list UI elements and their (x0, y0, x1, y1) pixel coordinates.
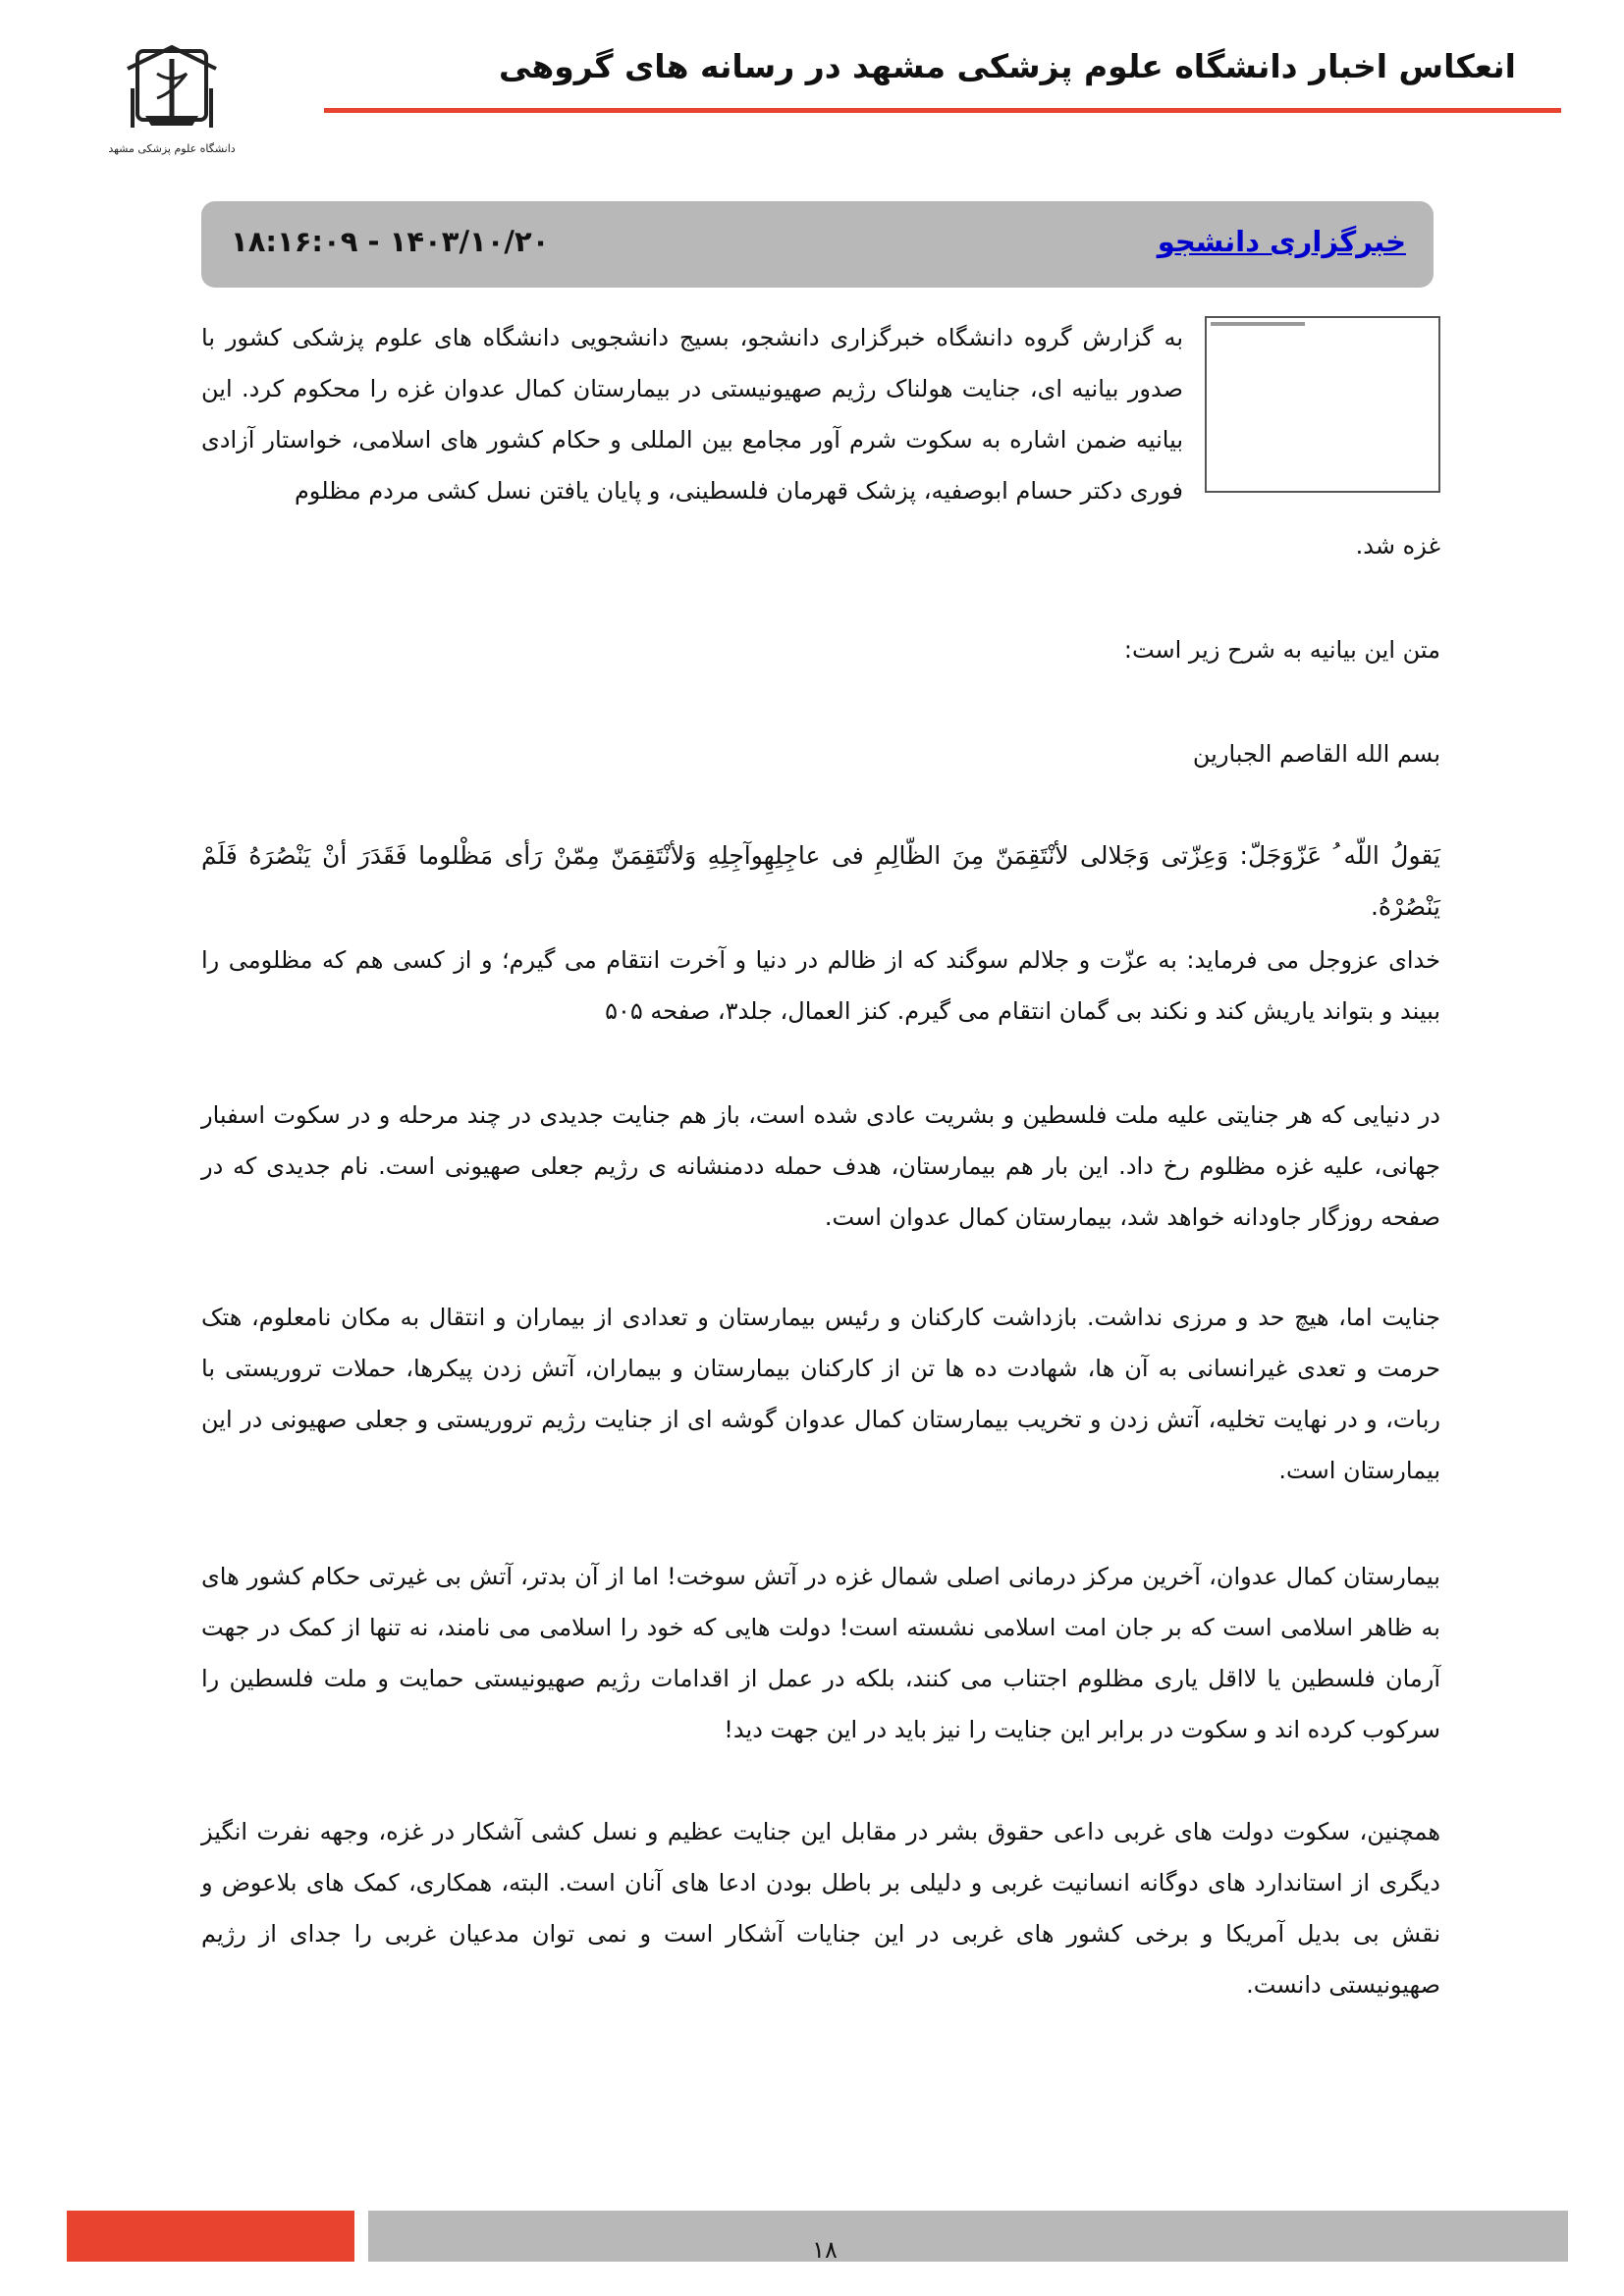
header-rule (324, 108, 1561, 113)
article-intro: به گزارش گروه دانشگاه خبرگزاری دانشجو، بسیج دانشجویی دانشگاه های علوم پزشکی کشور با صدور بیانیه ای، جنایت هولناک رژیم صهیونیستی در بیمارستان کمال عدوان غزه را محکوم کرد. این بیانیه ضمن اشاره به سکوت شرم آور مجامع بین المللی و حکام کشور های اسلامی، خواستار آزادی فوری دکتر حسام ابوصفیه، پزشک قهرمان فلسطینی، و پایان یافتن نسل کشی مردم مظلوم (201, 324, 1183, 505)
page-number: ۱۸ (812, 2236, 838, 2264)
article-paragraph: خدای عزوجل می فرماید: به عزّت و جلالم سوگند که از ظالم در دنیا و آخرت انتقام می گیرم؛ و از کسی هم که مظلومی را ببیند و بتواند یاریش کند و نکند بی گمان انتقام می گیرم. کنز العمال، جلد۳، صفحه ۵۰۵ (201, 946, 1440, 1025)
article-hadith: یَقولُ اللّه ُ عَزّوَجَلّ: وَعِزّتی وَجَلالی لأنْتَقِمَنّ مِنَ الظّالِمِ فی عاجِلِهِوآجِلِهِ وَلأنْتَقِمَنّ مِمّنْ رَأى مَظْلوما فَقَدَرَ أنْ یَنْصُرَهُ فَلَمْ یَنْصُرْهُ. (201, 841, 1440, 921)
broken-image-icon (1211, 322, 1305, 326)
logo-emblem-icon (98, 29, 245, 177)
article-paragraph: در دنیایی که هر جنایتی علیه ملت فلسطین و بشریت عادی شده است، باز هم جنایت جدیدی در چند مرحله و در سکوت اسفبار جهانی، علیه غزه مظلوم رخ داد. این بار هم بیمارستان، هدف حمله ددمنشانه ی رژیم جعلی صهیونی است. نام جدیدی که در صفحه روزگار جاودانه خواهد شد، بیمارستان کمال عدوان است. (201, 1101, 1440, 1231)
article-paragraph: متن این بیانیه به شرح زیر است: (1123, 636, 1440, 664)
source-bar (201, 201, 1434, 288)
article-image (1205, 316, 1440, 493)
logo-caption: دانشگاه علوم پزشکی مشهد (108, 142, 236, 155)
article-intro-end: غزه شد. (1355, 532, 1440, 560)
article-paragraph: جنایت اما، هیچ حد و مرزی نداشت. بازداشت کارکنان و رئیس بیمارستان و تعدادی از بیماران و انتقال به مکان نامعلوم، هتک حرمت و تعدی غیرانسانی به آن ها، شهادت ده ها تن از کارکنان بیمارستان و بیماران، آتش زدن پیکرها، حملات تروریستی با ربات، و در نهایت تخلیه، آتش زدن و تخریب بیمارستان کمال عدوان گوشه ای از جنایت رژیم تروریستی و جعلی صهیونی در این بیمارستان است. (201, 1304, 1440, 1484)
header-title: انعکاس اخبار دانشگاه علوم پزشکی مشهد در رسانه های گروهی (499, 47, 1516, 85)
footer-gray-bar (368, 2211, 1568, 2262)
article-paragraph: همچنین، سکوت دولت های غربی داعی حقوق بشر در مقابل این جنایت عظیم و نسل کشی آشکار در غزه، وجهه نفرت انگیز دیگری از استاندارد های دوگانه انسانیت غربی و دلیلی بر باطل بودن ادعا های آنان است. البته، همکاری، کمک های بلاعوض و نقش بی بدیل آمریکا و برخی کشور های غربی در این جنایات آشکار است و نمی توان مدعیان غربی را جدای از رژیم صهیونیستی دانست. (201, 1818, 1440, 1999)
university-logo (98, 29, 245, 177)
source-datetime: ۱۴۰۳/۱۰/۲۰ - ۱۸:۱۶:۰۹ (231, 225, 550, 258)
footer-red-bar (67, 2211, 354, 2262)
article-paragraph: بسم الله القاصم الجبارین (1192, 740, 1440, 768)
source-link[interactable]: خبرگزاری دانشجو (1157, 225, 1406, 258)
article-paragraph: بیمارستان کمال عدوان، آخرین مرکز درمانی اصلی شمال غزه در آتش سوخت! اما از آن بدتر، آتش بی غیرتی حکام کشور های به ظاهر اسلامی است که بر جان امت اسلامی نشسته است! دولت هایی که خود را اسلامی می نامند، نه تنها از کمک در جهت آرمان فلسطین یا لااقل یاری مظلوم اجتناب می کنند، بلکه در عمل از اقدامات رژیم صهیونیستی حمایت و ملت فلسطین را سرکوب کرده اند و سکوت در برابر این جنایت را نیز باید در این جهت دید! (201, 1563, 1440, 1743)
